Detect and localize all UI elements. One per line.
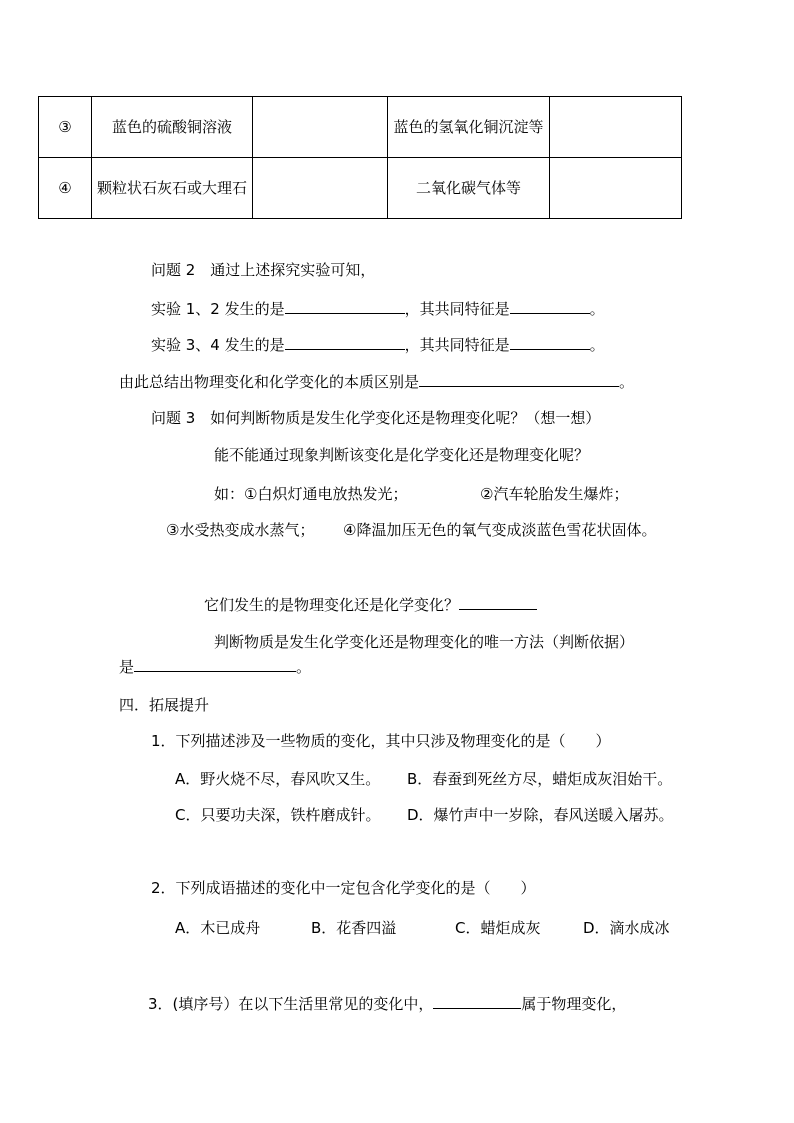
answer-blank[interactable] [459, 594, 537, 610]
empty-cell [550, 97, 682, 158]
table-row [39, 97, 682, 158]
question-2-line-1 [151, 298, 605, 319]
line-text: 。 [619, 373, 635, 391]
table-row [39, 158, 682, 219]
row-number: ④ [39, 158, 92, 219]
section-4-title: 四．拓展提升 [119, 696, 210, 714]
exercise-2-option-c[interactable]: C．蜡炬成灰 [455, 919, 541, 937]
question-3-answer-line [119, 656, 311, 677]
answer-blank[interactable] [510, 298, 590, 314]
question-3-title: 问题 3 如何判断物质是发生化学变化还是物理变化呢？（想一想） [151, 409, 601, 427]
answer-blank[interactable] [510, 334, 590, 350]
exercise-1-stem: 1．下列描述涉及一些物质的变化，其中只涉及物理变化的是（ ） [151, 732, 611, 750]
line-text: 属于物理变化， [521, 995, 627, 1013]
row-number: ③ [39, 97, 92, 158]
answer-blank[interactable] [419, 371, 619, 387]
exercise-1-option-c[interactable]: C．只要功夫深，铁杵磨成针。 [175, 806, 381, 824]
example-1: 如：①白炽灯通电放热发光； [214, 485, 408, 503]
line-text: 由此总结出物理变化和化学变化的本质区别是 [119, 373, 420, 391]
exercise-2-option-a[interactable]: A．木已成舟 [175, 919, 261, 937]
answer-blank[interactable] [433, 993, 521, 1009]
line-text: ，其共同特征是 [404, 336, 510, 354]
question-3-ask: 能不能通过现象判断该变化是化学变化还是物理变化呢？ [214, 446, 590, 464]
question-3-which [204, 594, 537, 615]
result-cell: 二氧化碳气体等 [388, 158, 550, 219]
empty-cell [253, 97, 388, 158]
line-text: 它们发生的是物理变化还是化学变化？ [204, 596, 460, 614]
line-text: 。 [589, 336, 605, 354]
example-4: ④降温加压无色的氧气变成淡蓝色雪花状固体。 [343, 521, 657, 539]
line-text: 是 [119, 658, 135, 676]
line-text: 实验 3、4 发生的是 [151, 336, 285, 354]
result-cell: 蓝色的氢氧化铜沉淀等 [388, 97, 550, 158]
experiment-table [38, 96, 682, 219]
exercise-2-option-d[interactable]: D．滴水成冰 [583, 919, 670, 937]
example-2: ②汽车轮胎发生爆炸； [480, 485, 629, 503]
question-2-title: 问题 2 通过上述探究实验可知， [151, 261, 376, 279]
question-2-line-3 [119, 371, 634, 392]
answer-blank[interactable] [134, 656, 296, 672]
material-cell: 蓝色的硫酸铜溶液 [92, 97, 253, 158]
line-text: 3．(填序号）在以下生活里常见的变化中， [148, 995, 434, 1013]
empty-cell [253, 158, 388, 219]
line-text: ，其共同特征是 [404, 300, 510, 318]
empty-cell [550, 158, 682, 219]
exercise-2-option-b[interactable]: B．花香四溢 [311, 919, 397, 937]
exercise-1-option-a[interactable]: A．野火烧不尽，春风吹又生。 [175, 770, 381, 788]
exercise-1-option-d[interactable]: D．爆竹声中一岁除，春风送暖入屠苏。 [407, 806, 674, 824]
line-text: 实验 1、2 发生的是 [151, 300, 285, 318]
exercise-3-stem [148, 993, 626, 1014]
exercise-2-stem: 2．下列成语描述的变化中一定包含化学变化的是（ ） [151, 879, 536, 897]
example-3: ③水受热变成水蒸气； [166, 521, 315, 539]
answer-blank[interactable] [285, 298, 405, 314]
line-text: 。 [589, 300, 605, 318]
question-2-line-2 [151, 334, 605, 355]
exercise-1-option-b[interactable]: B．春蚕到死丝方尽，蜡炬成灰泪始干。 [407, 770, 673, 788]
line-text: 。 [296, 658, 312, 676]
question-3-method: 判断物质是发生化学变化还是物理变化的唯一方法（判断依据） [214, 633, 635, 651]
material-cell: 颗粒状石灰石或大理石 [92, 158, 253, 219]
answer-blank[interactable] [285, 334, 405, 350]
